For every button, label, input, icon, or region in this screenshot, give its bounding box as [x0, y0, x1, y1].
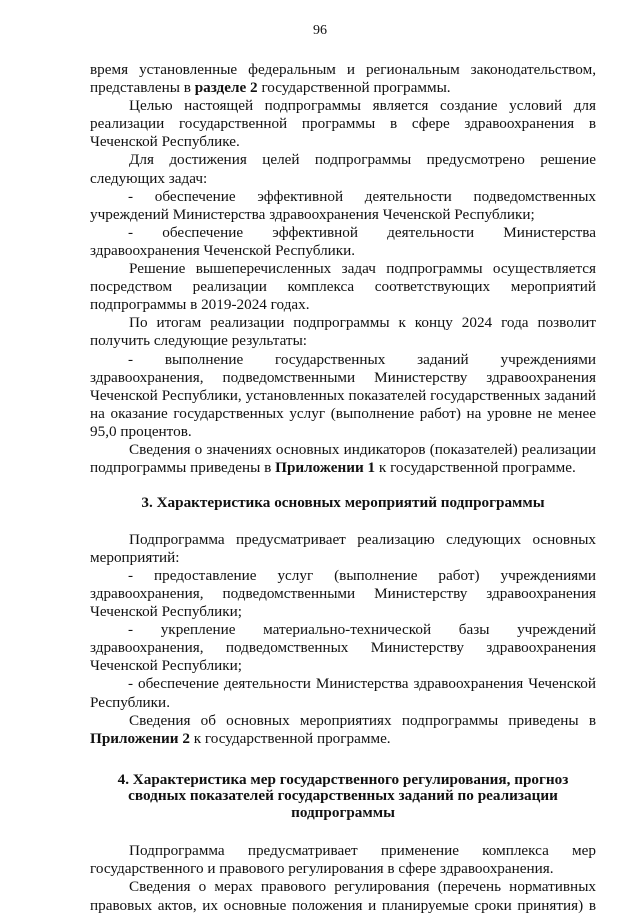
bold-reference: Приложении 2: [90, 729, 190, 747]
list-item-task-1: - обеспечение эффективной деятельности подведомственных учреждений Министерства здравоохранения Чеченской Республики;: [90, 187, 596, 223]
page-content: [90, 61, 596, 915]
list-item-task-2: - обеспечение эффективной деятельности Министерства здравоохранения Чеченской Республики.: [90, 223, 596, 259]
bold-reference: разделе 2: [194, 79, 258, 97]
list-item-activity-1: - предоставление услуг (выполнение работ) учреждениями здравоохранения, подведомственными Министерству здравоохранения Чеченской Республики;: [90, 566, 596, 621]
paragraph-legislation: время установленные федеральным и региональным законодательством, представлены в разделе 2 государственной программы.: [90, 61, 596, 97]
list-item-result-1: - выполнение государственных заданий учреждениями здравоохранения, подведомственными Министерству здравоохранения Чеченской Республики, установленных показателей государственных заданий на оказание государственных услуг (выполнение работ) на уровне не менее 95,0 процентов.: [90, 350, 596, 440]
section-4-heading: 4. Характеристика мер государственного регулирования, прогноз сводных показателей государственных заданий по реализации подпрограммы: [117, 770, 569, 821]
paragraph-indicators: Сведения о значениях основных индикаторов (показателей) реализации подпрограммы приведены в Приложении 1 к государственной программе.: [90, 440, 596, 477]
paragraph-solution: Решение вышеперечисленных задач подпрограммы осуществляется посредством реализации комплекса соответствующих мероприятий подпрограммы в 2019-2024 годах.: [90, 260, 596, 314]
paragraph-results-intro: По итогам реализации подпрограммы к концу 2024 года позволит получить следующие результаты:: [90, 314, 596, 350]
paragraph-activities-intro: Подпрограмма предусматривает реализацию следующих основных мероприятий:: [90, 530, 596, 566]
paragraph-tasks-intro: Для достижения целей подпрограммы предусмотрено решение следующих задач:: [90, 151, 596, 187]
paragraph-legal-measures: Сведения о мерах правового регулирования (перечень нормативных правовых актов, их основные положения и планируемые сроки принятия) в: [90, 878, 596, 914]
paragraph-regulation: Подпрограмма предусматривает применение комплекса мер государственного и правового регулирования в сфере здравоохранения.: [90, 842, 596, 878]
paragraph-activities-info: Сведения об основных мероприятиях подпрограммы приведены в Приложении 2 к государственной программе.: [90, 711, 596, 747]
paragraph-goal: Целью настоящей подпрограммы является создание условий для реализации государственной программы в сфере здравоохранения в Чеченской Республике.: [90, 97, 596, 151]
page-number: 96: [313, 23, 327, 38]
list-item-activity-2: - укрепление материально-технической базы учреждений здравоохранения, подведомственных Министерству здравоохранения Чеченской Республики;: [90, 621, 596, 675]
section-3-heading: 3. Характеристика основных мероприятий подпрограммы: [141, 494, 545, 512]
bold-reference: Приложении 1: [275, 459, 376, 477]
list-item-activity-3: - обеспечение деятельности Министерства здравоохранения Чеченской Республики.: [90, 675, 596, 711]
